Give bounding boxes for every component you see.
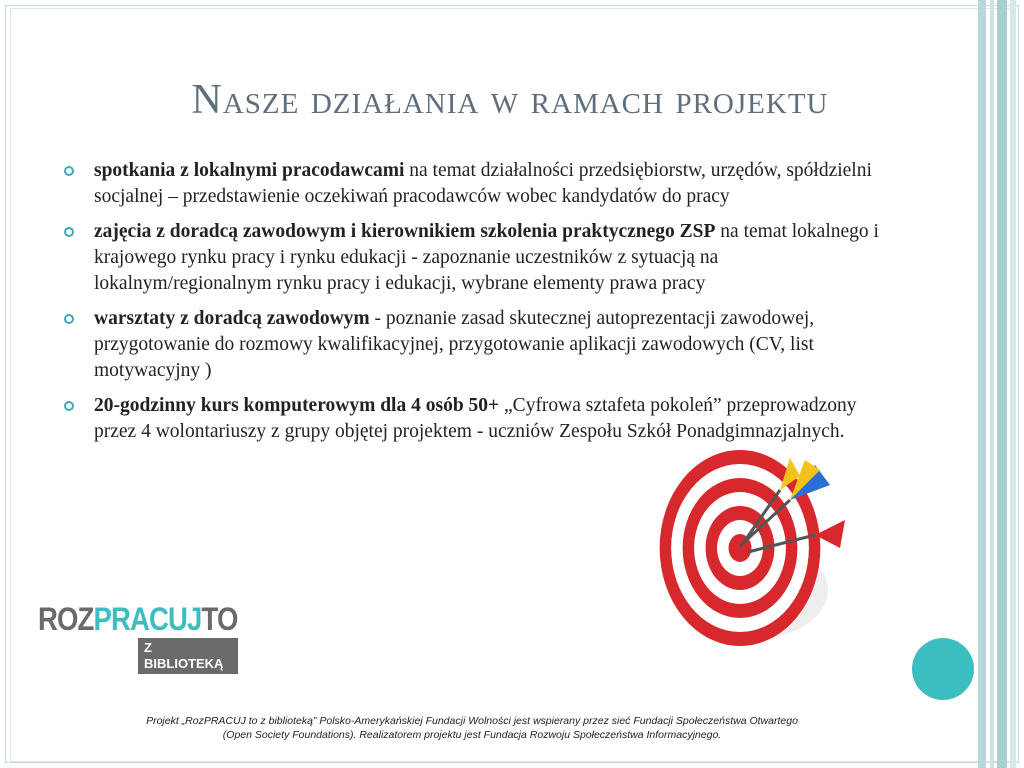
footer-note [100, 714, 844, 742]
bullet-bold: 20-godzinny kurs komputerowym dla 4 osób 50+ [94, 395, 500, 416]
bullet-icon [64, 314, 74, 324]
rozpracujto-logo [38, 600, 238, 671]
bullet-text: na temat działalności przedsiębiorstw, urzędów, spółdzielni socjalnej – przedstawienie oczekiwań pracodawców wobec kandydatów do pracy [94, 160, 872, 207]
logo-subtitle: Z BIBLIOTEKĄ [138, 638, 238, 674]
bullet-icon [64, 227, 74, 237]
bullet-icon [64, 401, 74, 411]
bullet-icon [64, 166, 74, 176]
footer-line-1: Projekt „RozPRACUJ to z biblioteką” Polsko-Amerykańskiej Fundacji Wolności jest wspierany przez sieć Fundacji Społeczeństwa Otwartego [146, 715, 798, 727]
footer-line-2: (Open Society Foundations). Realizatorem projektu jest Fundacja Rozwoju Społeczeństwa Informacyjnego. [222, 729, 722, 741]
bullet-item [62, 306, 892, 384]
bullet-text: na temat lokalnego i krajowego rynku pracy i rynku edukacji - zapoznanie uczestników z sytuacją na lokalnym/regionalnym rynku pracy i edukacji, wybrane elementy prawa pracy [94, 221, 879, 294]
decorative-stripe [978, 0, 986, 768]
bullet-list [62, 158, 892, 454]
bullet-text: - poznanie zasad skutecznej autoprezentacji zawodowej, przygotowanie do rozmowy kwalifikacyjnej, przygotowanie aplikacji zawodowych (CV, list motywacyjny ) [94, 308, 815, 381]
bullet-bold: warsztaty z doradcą zawodowym [94, 308, 370, 329]
bullet-bold: spotkania z lokalnymi pracodawcami [94, 160, 405, 181]
dartboard-image [640, 440, 880, 655]
logo-wordmark [38, 600, 238, 638]
bullet-item [62, 393, 892, 445]
bullet-bold: zajęcia z doradcą zawodowym i kierownikiem szkolenia praktycznego ZSP [94, 221, 716, 242]
logo-part-pracuj: PRACUJ [93, 601, 202, 637]
decorative-stripe [997, 0, 1007, 768]
logo-part-roz: ROZ [38, 601, 94, 637]
bullet-item [62, 219, 892, 297]
slide-title: Nasze działania w ramach projektu [191, 77, 829, 123]
logo-part-to: TO [201, 601, 238, 637]
bullet-text: „Cyfrowa sztafeta pokoleń” przeprowadzony przez 4 wolontariuszy z grupy objętej projektem - uczniów Zespołu Szkół Ponadgimnazjalnych. [94, 395, 857, 442]
bullet-item [62, 158, 892, 210]
decorative-stripe [990, 0, 994, 768]
decorative-circle [912, 638, 974, 700]
decorative-stripe [1010, 0, 1016, 768]
